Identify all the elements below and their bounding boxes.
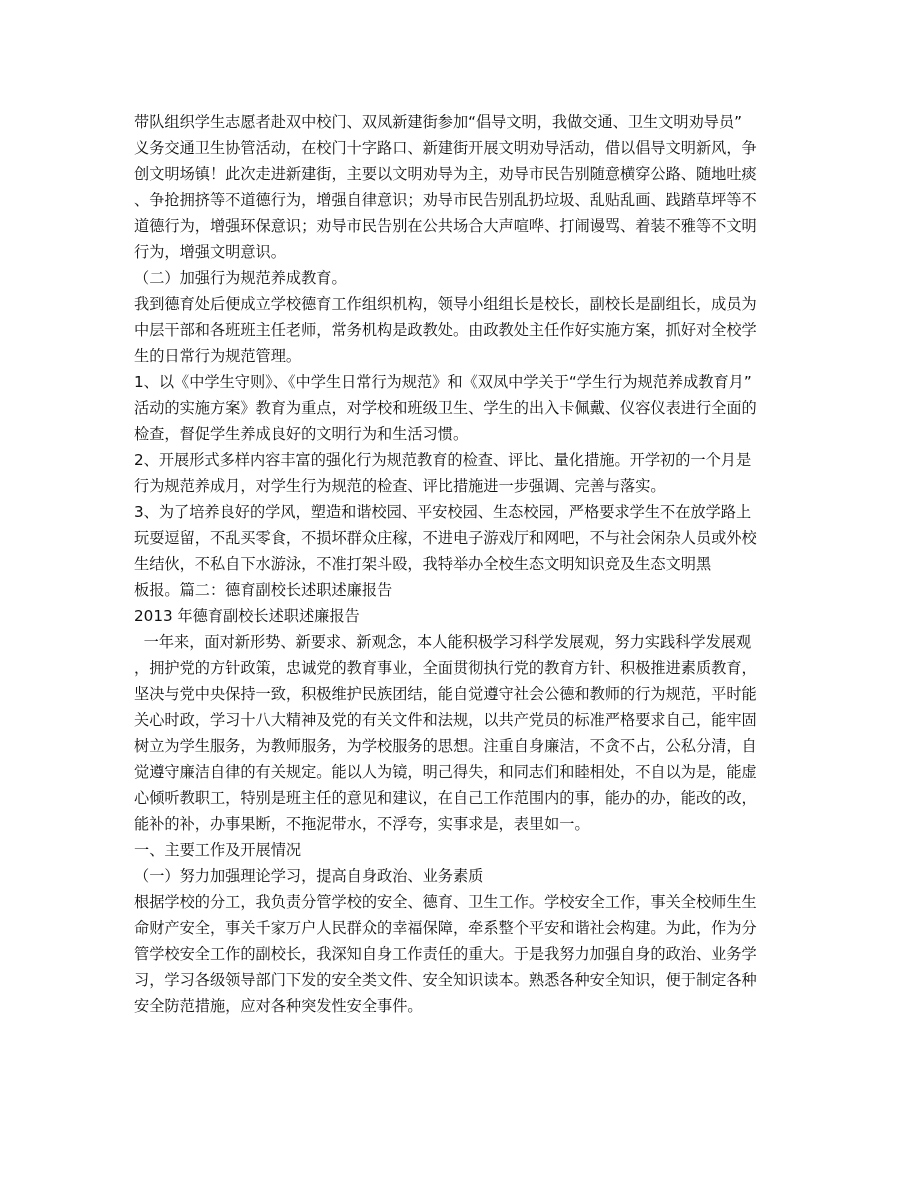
- text-line: 坚决与党中央保持一致，积极维护民族团结，能自觉遵守社会公德和教师的行为规范，平时能: [134, 685, 757, 703]
- text-line: 玩耍逗留，不乱买零食，不损坏群众庄稼，不进电子游戏厅和网吧，不与社会闲杂人员或外校: [134, 529, 757, 547]
- list-item-line: 1、以《中学生守则》、《中学生日常行为规范》和《双凤中学关于“学生行为规范养成教育月”: [134, 373, 752, 391]
- text-line: 义务交通卫生协管活动，在校门十字路口、新建街开展文明劝导活动，借以倡导文明新风，争: [134, 139, 757, 157]
- section-heading: 一、主要工作及开展情况: [134, 841, 302, 859]
- text-line: 习，学习各级领导部门下发的安全类文件、安全知识读本。熟悉各种安全知识，便于制定各种: [134, 971, 757, 989]
- text-line: 道德行为，增强环保意识；劝导市民告别在公共场合大声喧哗、打闹谩骂、着装不雅等不文明: [134, 217, 757, 235]
- text-line: 关心时政，学习十八大精神及党的有关文件和法规，以共产党员的标准严格要求自己，能牢固: [134, 711, 757, 729]
- text-line: 管学校安全工作的副校长，我深知自身工作责任的重大。于是我努力加强自身的政治、业务学: [134, 945, 757, 963]
- document-body: [134, 109, 794, 1019]
- report-title: 2013 年德育副校长述职述廉报告: [134, 607, 360, 625]
- text-line: 根据学校的分工，我负责分管学校的安全、德育、卫生工作。学校安全工作，事关全校师生生: [134, 893, 757, 911]
- text-line: 行为规范养成月，对学生行为规范的检查、评比措施进一步强调、完善与落实。: [134, 477, 666, 495]
- list-item-line: 2、开展形式多样内容丰富的强化行为规范教育的检查、评比、量化措施。开学初的一个月是: [134, 451, 752, 469]
- text-line: 安全防范措施，应对各种突发性安全事件。: [134, 997, 423, 1015]
- text-line: 生结伙，不私自下水游泳，不准打架斗殴，我特举办全校生态文明知识竞及生态文明黑: [134, 555, 712, 573]
- list-item-line: 3、为了培养良好的学风，塑造和谐校园、平安校园、生态校园，严格要求学生不在放学路上: [134, 503, 752, 521]
- text-line: 活动的实施方案》教育为重点，对学校和班级卫生、学生的出入卡佩戴、仪容仪表进行全面的: [134, 399, 757, 417]
- text-line: 心倾听教职工，特别是班主任的意见和建议，在自己工作范围内的事，能办的办，能改的改，: [134, 789, 757, 807]
- text-line: ，拥护党的方针政策，忠诚党的教育事业，全面贯彻执行党的教育方针、积极推进素质教育，: [134, 659, 757, 677]
- text-line: 中层干部和各班班主任老师，常务机构是政教处。由政教处主任作好实施方案，抓好对全校学: [134, 321, 757, 339]
- text-line: 能补的补，办事果断，不拖泥带水，不浮夸，实事求是，表里如一。: [134, 815, 590, 833]
- text-line: 一年来，面对新形势、新要求、新观念，本人能积极学习科学发展观，努力实践科学发展观: [134, 633, 752, 651]
- subsection-heading: （一）努力加强理论学习，提高自身政治、业务素质: [134, 867, 484, 885]
- text-line: 带队组织学生志愿者赴双中校门、双凤新建街参加“倡导文明，我做交通、卫生文明劝导员”: [134, 113, 743, 131]
- text-line: 、争抢拥挤等不道德行为，增强自律意识；劝导市民告别乱扔垃圾、乱贴乱画、践踏草坪等不: [134, 191, 757, 209]
- text-line: 命财产安全，事关千家万户人民群众的幸福保障，牵系整个平安和谐社会构建。为此，作为分: [134, 919, 757, 937]
- text-line: 创文明场镇！此次走进新建街，主要以文明劝导为主，劝导市民告别随意横穿公路、随地吐痰: [134, 165, 757, 183]
- section-heading: （二）加强行为规范养成教育。: [134, 269, 347, 287]
- text-line: 生的日常行为规范管理。: [134, 347, 302, 365]
- text-line: 树立为学生服务，为教师服务，为学校服务的思想。注重自身廉洁，不贪不占，公私分清，自: [134, 737, 757, 755]
- text-line: 检查，督促学生养成良好的文明行为和生活习惯。: [134, 425, 469, 443]
- text-line: 行为，增强文明意识。: [134, 243, 286, 261]
- text-line: 板报。篇二：德育副校长述职述廉报告: [134, 581, 393, 599]
- text-line: 觉遵守廉洁自律的有关规定。能以人为镜，明己得失，和同志们和睦相处，不自以为是，能虚: [134, 763, 757, 781]
- text-line: 我到德育处后便成立学校德育工作组织机构，领导小组组长是校长，副校长是副组长，成员为: [134, 295, 757, 313]
